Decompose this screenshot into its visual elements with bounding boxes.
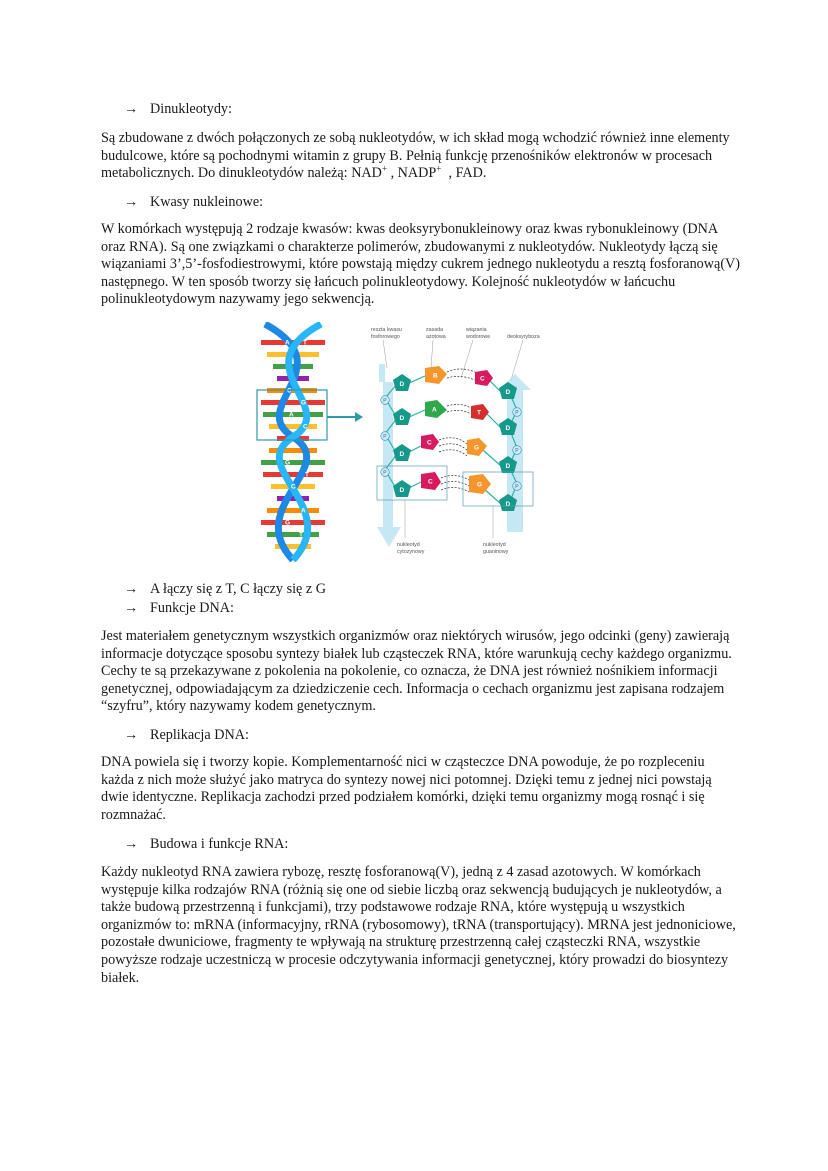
svg-text:P: P [383, 470, 387, 476]
heading-replikacja-dna: → Replikacja DNA: [124, 727, 249, 743]
svg-text:T: T [477, 409, 481, 417]
svg-text:D: D [505, 425, 511, 432]
svg-text:D: D [505, 501, 511, 508]
svg-text:T: T [299, 531, 303, 539]
svg-text:deoksyryboza: deoksyryboza [507, 334, 540, 340]
svg-text:zasada: zasada [426, 327, 444, 333]
svg-text:P: P [383, 434, 387, 440]
paragraph-replikacja-dna: DNA powiela się i tworzy kopie. Komplementarność nici w cząsteczce DNA powoduje, że po rozpleceniu każda z nich może służyć jako matryca do syntezy nowej nici potomnej. Dzięki temu z jednej nici powstają dwie identyczne. Replikacja zachodzi przed podziałem komórki, dzięki temu organizmy mogą rosnąć i się rozmnażać. [101, 754, 712, 823]
svg-text:G: G [477, 481, 483, 489]
svg-text:P: P [515, 448, 519, 454]
svg-text:C: C [427, 439, 432, 447]
svg-text:azotowa: azotowa [426, 334, 446, 340]
svg-text:T: T [305, 471, 309, 479]
zoom-arrow-head [355, 412, 363, 422]
heading-funkcje-dna: → Funkcje DNA: [124, 600, 234, 616]
svg-text:A: A [285, 339, 290, 347]
dna-structure-figure [255, 322, 565, 562]
hydrogen-bonds [439, 369, 475, 492]
svg-text:C: C [287, 387, 292, 395]
svg-text:D: D [399, 451, 405, 458]
figure-bottom-labels [397, 542, 509, 555]
paragraph-budowa-rna: Każdy nukleotyd RNA zawiera rybozę, resztę fosforanową(V), jedną z 4 zasad azotowych. W komórkach występuje kilka rodzajów RNA (różnią się one od siebie liczbą oraz sekwencją budujących je nukleotydów, a także budową przestrzenną i funkcjami), trzy podstawowe rodzaje RNA, które występują u wszystkich organizmów to: mRNA (informacyjny, rRNA (rybosomowy), tRNA (transportujący). MRNA jest jednoniciowe, pozostałe dwuniciowe, fragmenty te wpływają na strukturę przestrzenną całej cząsteczki RNA, wszystkie powyższe rodzaje uczestniczą w procesie odczytywania informacji genetycznej, który prowadzi do biosyntezy białek. [101, 864, 736, 986]
paragraph-kwasy-nukleinowe: W komórkach występują 2 rodzaje kwasów: kwas deoksyrybonukleinowy oraz kwas rybonukleinowy (DNA oraz RNA). Są one związkami o charakterze polimerów, zbudowanymi z nukleotydów. Nukleotydy łączą się wiązaniami 3’,5’-fosfodiestrowymi, które powstają między cukrem jednego nukleotydu a resztą fosforanową(V) następnego. W ten sposób tworzy się łańcuch polinukleotydowy. Kolejność nukleotydów w łańcuchu polinukleotydowym nazywamy jego sekwencją. [101, 221, 741, 308]
svg-text:C: C [291, 483, 296, 491]
dna-diagram [255, 322, 565, 562]
svg-text:fosforowego: fosforowego [371, 334, 400, 340]
svg-text:G: G [474, 444, 480, 452]
svg-text:guaninowy: guaninowy [483, 549, 509, 555]
heading-budowa-rna: → Budowa i funkcje RNA: [124, 836, 289, 852]
figure-top-labels [371, 327, 540, 380]
svg-text:wodorowe: wodorowe [466, 334, 491, 340]
svg-text:P: P [515, 484, 519, 490]
svg-text:cytozynowy: cytozynowy [397, 549, 425, 555]
svg-text:T: T [303, 339, 307, 347]
heading-dinukleotydy: → Dinukleotydy: [124, 101, 232, 117]
svg-text:reszta kwasu: reszta kwasu [371, 327, 402, 333]
svg-text:A: A [301, 507, 306, 515]
left-sugars [393, 374, 411, 497]
svg-text:D: D [399, 381, 405, 388]
svg-text:A: A [289, 411, 294, 419]
heading-kwasy-nukleinowe: → Kwasy nukleinowe: [124, 194, 264, 210]
arrow-icon: → [124, 581, 139, 597]
svg-text:D: D [399, 415, 405, 422]
arrow-icon: → [124, 727, 139, 743]
svg-text:nukleotyd: nukleotyd [483, 542, 506, 548]
svg-text:P: P [515, 410, 519, 416]
svg-text:P: P [383, 398, 387, 404]
dna-helix [261, 324, 325, 560]
svg-text:G: G [301, 399, 307, 407]
svg-text:C: C [480, 375, 485, 383]
svg-text:wiązania: wiązania [466, 327, 487, 333]
svg-text:G: G [285, 459, 291, 467]
arrow-icon: → [124, 836, 139, 852]
nitrogen-bases [421, 366, 493, 494]
svg-text:nukleotyd: nukleotyd [397, 542, 420, 548]
arrow-icon: → [124, 600, 139, 616]
svg-text:B: B [433, 372, 438, 380]
svg-text:C: C [428, 478, 433, 486]
paragraph-funkcje-dna: Jest materiałem genetycznym wszystkich organizmów oraz niektórych wirusów, jego odcinki (geny) zawierają informacje dotyczące sposobu syntezy białek lub cząsteczek RNA, które warunkują cechy każdego organizmu. Cechy te są przekazywane z pokolenia na pokolenie, co oznacza, że DNA jest również nośnikiem informacji genetycznej, odpowiadającym za dziedziczenie cech. Informacja o cechach organizmu jest zapisana rodzajem “szyfru”, który nazywamy kodem genetycznym. [101, 628, 732, 715]
svg-text:D: D [505, 463, 511, 470]
svg-text:G: G [285, 519, 291, 527]
arrow-icon: → [124, 194, 139, 210]
svg-text:D: D [399, 487, 405, 494]
paragraph-dinukleotydy: Są zbudowane z dwóch połączonych ze sobą nukleotydów, w ich skład mogą wchodzić również inne elementy budulcowe, które są pochodnymi witamin z grupy B. Pełnią funkcję przenośników elektronów w procesach metabolicznych. Do dinukleotydów należą: NAD+ , NADP+ , FAD. [101, 130, 730, 182]
svg-text:D: D [505, 389, 511, 396]
svg-text:C: C [303, 423, 308, 431]
svg-text:A: A [432, 406, 437, 414]
heading-pairs: → A łączy się z T, C łączy się z G [124, 581, 326, 597]
arrow-icon: → [124, 101, 139, 117]
